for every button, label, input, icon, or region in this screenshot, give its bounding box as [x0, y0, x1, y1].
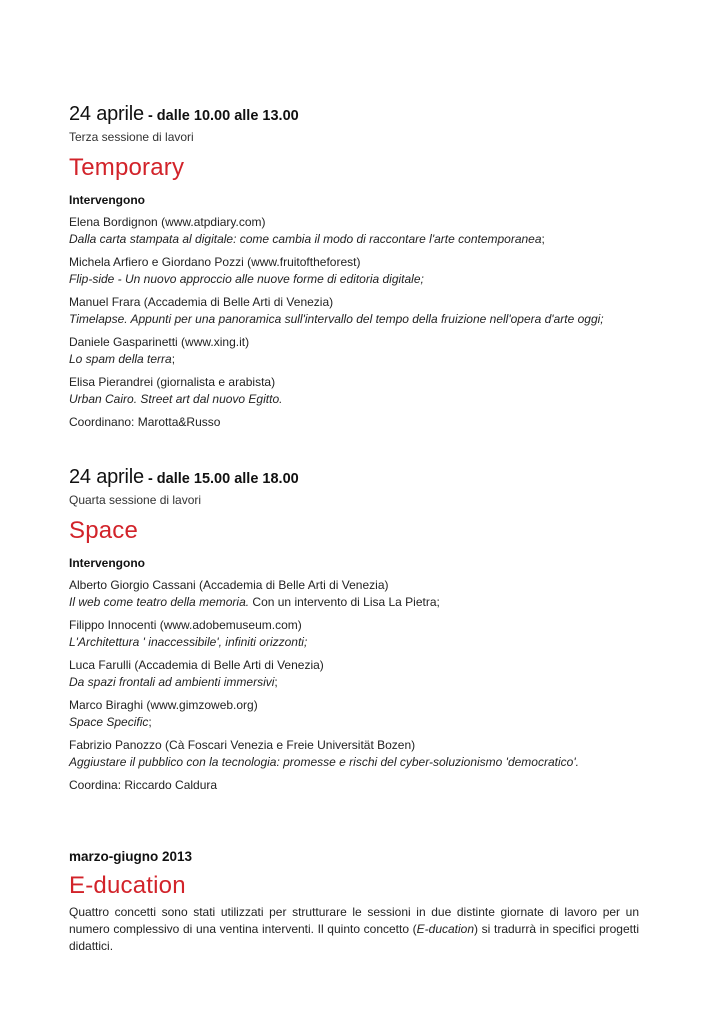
session-dateline — [69, 467, 669, 487]
speaker-name: Michela Arfiero e Giordano Pozzi (www.fruitoftheforest) — [69, 254, 361, 269]
talk-title: Flip-side - Un nuovo approccio alle nuove forme di editoria digitale; — [69, 271, 424, 286]
speaker-entry — [69, 617, 669, 651]
speaker-entry — [69, 697, 669, 731]
talk-title: Dalla carta stampata al digitale: come cambia il modo di raccontare l'arte contemporanea; — [69, 231, 545, 246]
education-title: E-ducation — [69, 871, 186, 899]
talk-title: Timelapse. Appunti per una panoramica sull'intervallo del tempo della fruizione nell'opera d'arte oggi; — [69, 311, 604, 326]
session-coordinators: Coordina: Riccardo Caldura — [69, 777, 218, 792]
speaker-entry — [69, 577, 669, 611]
session-date: 24 aprile — [69, 103, 144, 125]
speaker-entry — [69, 214, 669, 248]
speaker-entry — [69, 294, 669, 328]
speaker-entry — [69, 254, 669, 288]
speaker-entry — [69, 657, 669, 691]
talk-title: Lo spam della terra; — [69, 351, 176, 366]
speaker-name: Daniele Gasparinetti (www.xing.it) — [69, 334, 250, 349]
speaker-name: Filippo Innocenti (www.adobemuseum.com) — [69, 617, 302, 632]
speaker-name: Fabrizio Panozzo (Cà Foscari Venezia e Freie Universität Bozen) — [69, 737, 416, 752]
session-temporary — [69, 104, 669, 431]
talk-title: Da spazi frontali ad ambienti immersivi; — [69, 674, 278, 689]
session-dateline — [69, 104, 669, 124]
education-section — [69, 850, 639, 955]
session-subtitle: Quarta sessione di lavori — [69, 493, 202, 507]
session-title: Temporary — [69, 154, 185, 182]
speaker-entry — [69, 737, 669, 771]
session-time: - dalle 15.00 alle 18.00 — [143, 471, 299, 487]
session-time: - dalle 10.00 alle 13.00 — [143, 108, 299, 124]
session-space — [69, 467, 669, 794]
session-date: 24 aprile — [69, 466, 144, 488]
education-description: Quattro concetti sono stati utilizzati per strutturare le sessioni in due distinte giornate di lavoro per un numero complessivo di una ventina interventi. Il quinto concetto (E-ducation) si tradurrà in specifici progetti didattici. — [69, 904, 639, 953]
speaker-name: Manuel Frara (Accademia di Belle Arti di Venezia) — [69, 294, 334, 309]
speaker-name: Elisa Pierandrei (giornalista e arabista) — [69, 374, 276, 389]
speaker-name: Elena Bordignon (www.atpdiary.com) — [69, 214, 266, 229]
talk-title: Urban Cairo. Street art dal nuovo Egitto. — [69, 391, 283, 406]
speaker-name: Luca Farulli (Accademia di Belle Arti di Venezia) — [69, 657, 324, 672]
education-period: marzo-giugno 2013 — [69, 849, 193, 864]
speaker-name: Alberto Giorgio Cassani (Accademia di Belle Arti di Venezia) — [69, 577, 389, 592]
session-coordinators: Coordinano: Marotta&Russo — [69, 414, 221, 429]
session-subtitle: Terza sessione di lavori — [69, 130, 194, 144]
speakers-heading: Intervengono — [69, 556, 146, 571]
talk-title: Aggiustare il pubblico con la tecnologia: promesse e rischi del cyber-soluzionismo 'democratico'. — [69, 754, 579, 769]
talk-title: L'Architettura ' inaccessibile', infiniti orizzonti; — [69, 634, 308, 649]
speakers-heading: Intervengono — [69, 193, 146, 208]
talk-title: Il web come teatro della memoria. Con un intervento di Lisa La Pietra; — [69, 594, 440, 609]
speaker-entry — [69, 374, 669, 408]
session-title: Space — [69, 517, 139, 545]
speaker-entry — [69, 334, 669, 368]
talk-title: Space Specific; — [69, 714, 152, 729]
speaker-name: Marco Biraghi (www.gimzoweb.org) — [69, 697, 258, 712]
